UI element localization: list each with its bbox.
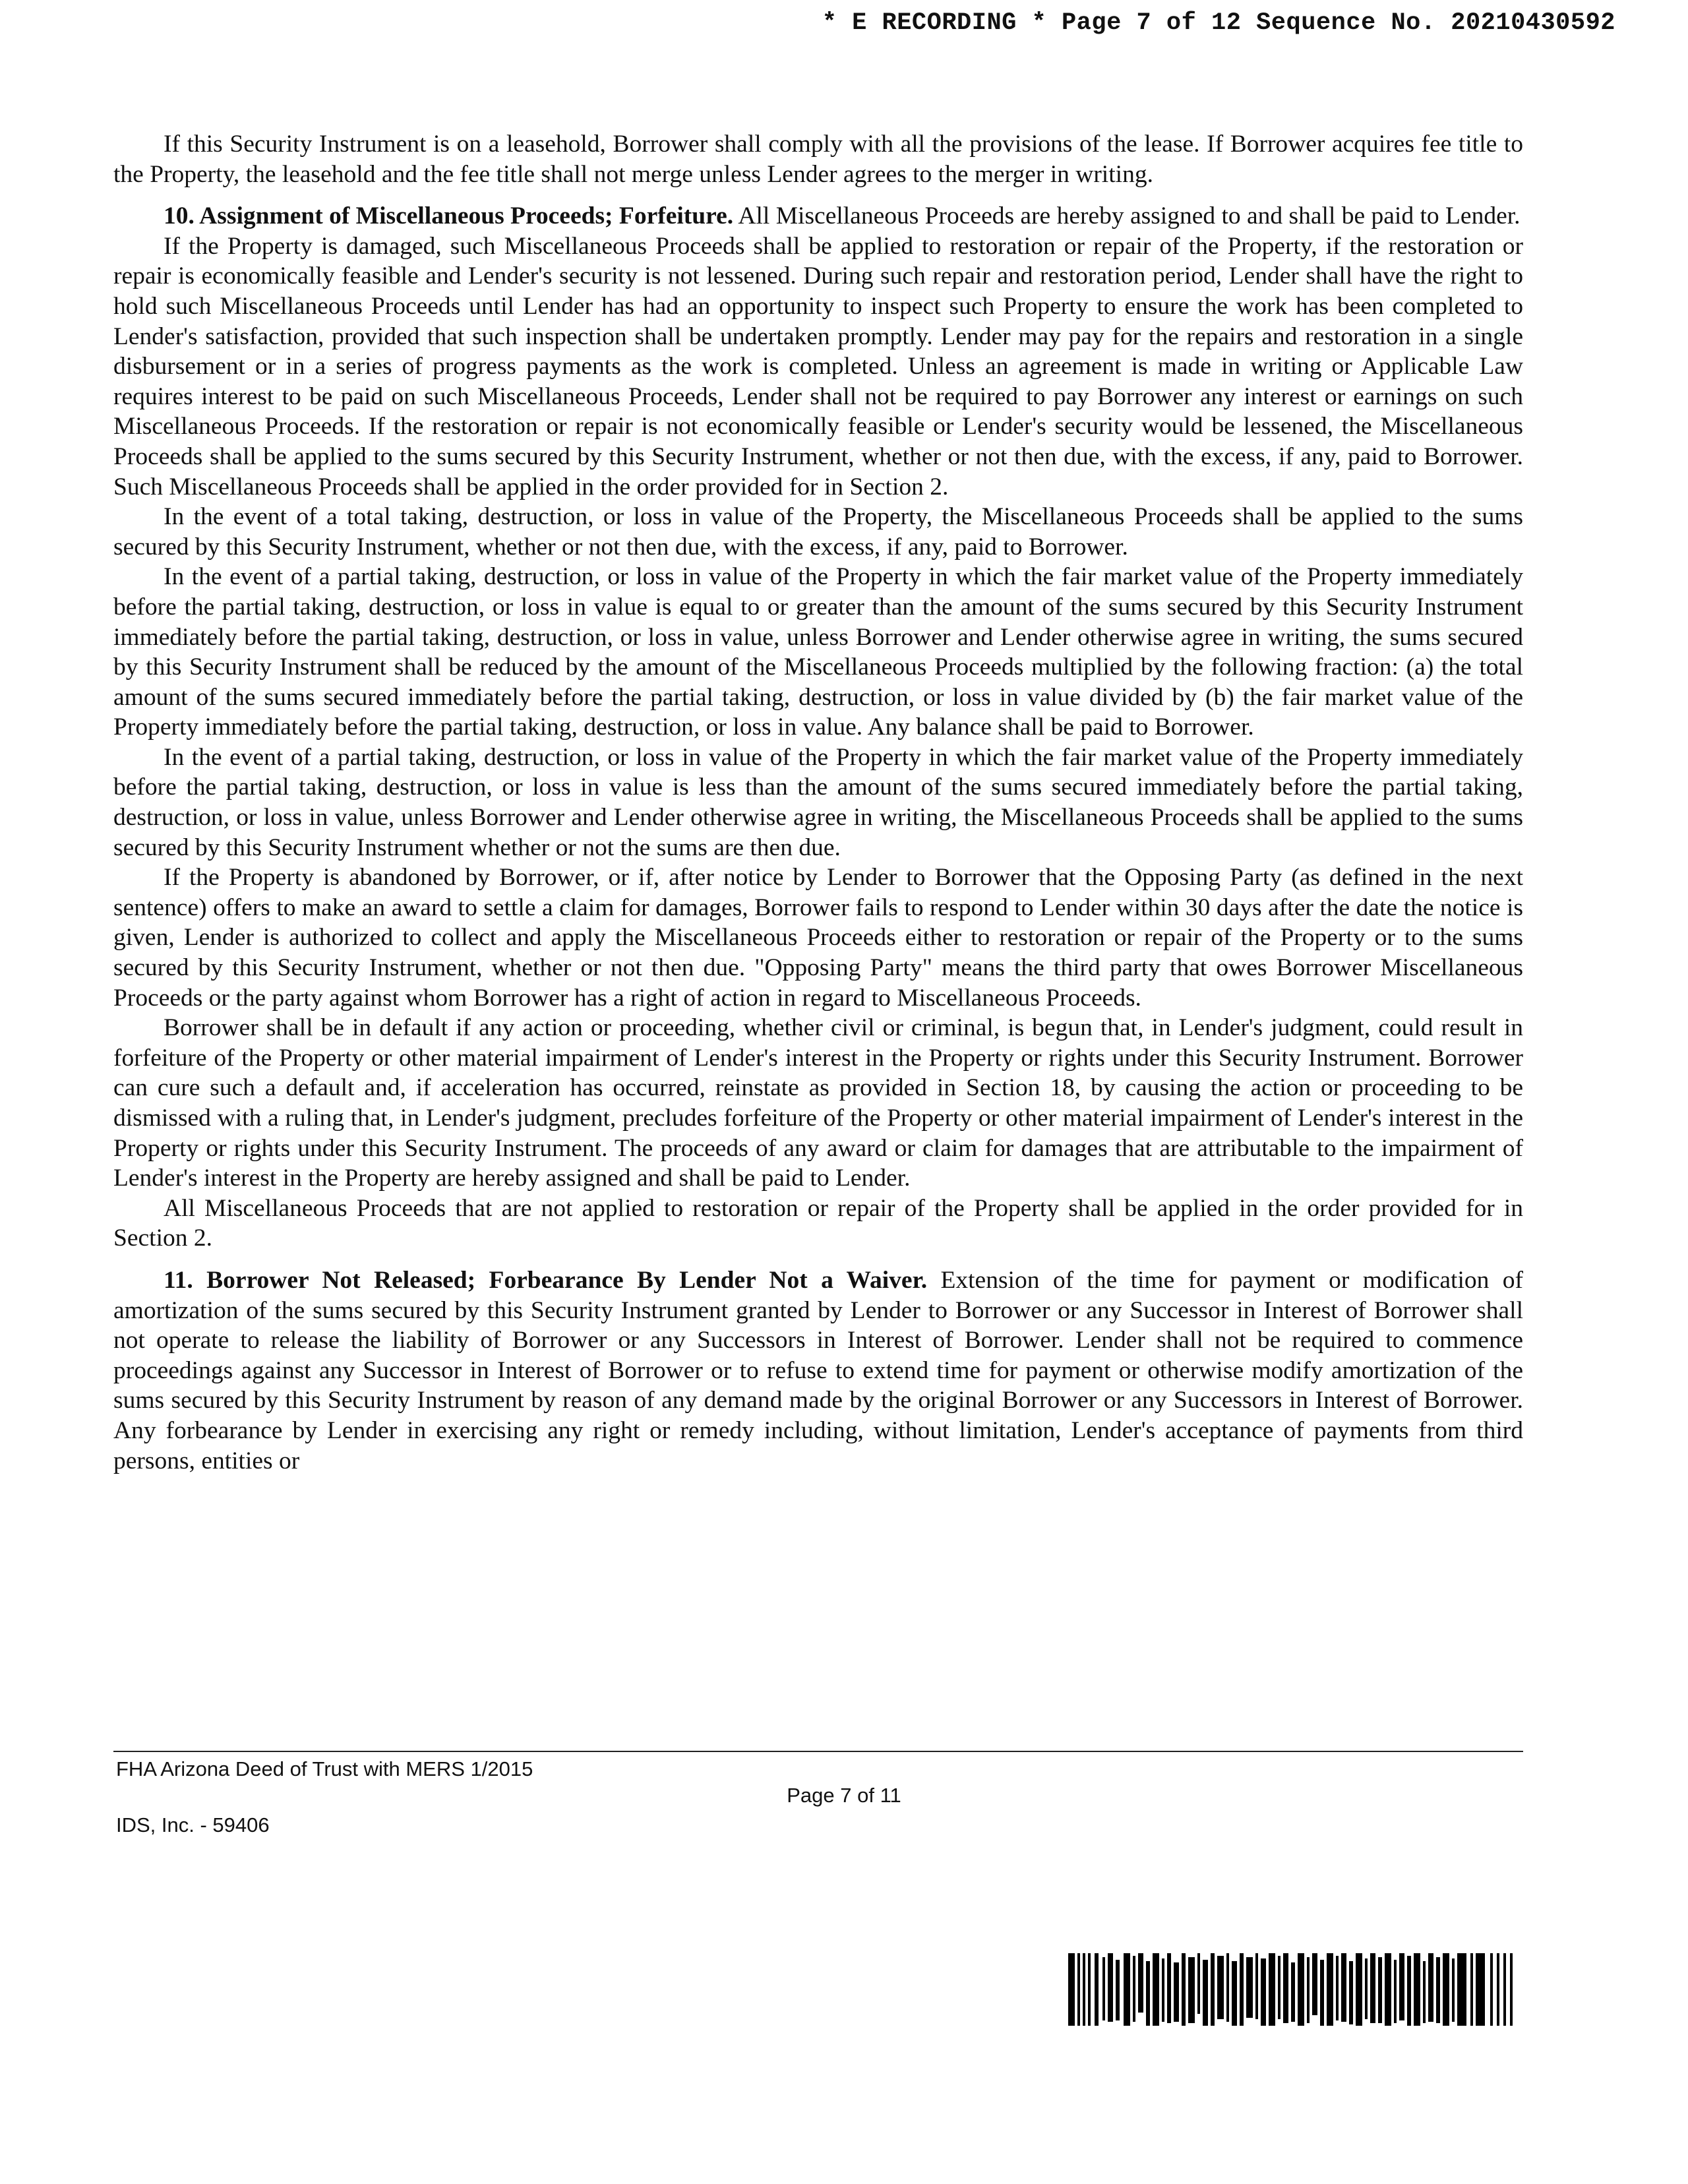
section-10-intro-text: All Miscellaneous Proceeds are hereby assigned to and shall be paid to Lender.: [733, 202, 1521, 230]
section-10-paragraph-total-taking: In the event of a total taking, destruction, or loss in value of the Property, the Miscellaneous Proceeds shall be applied to the sums secured by this Security Instrument, whether or not then due, with the excess, if any, paid to Borrower.: [113, 503, 1523, 561]
section-10-paragraph-order: All Miscellaneous Proceeds that are not applied to restoration or repair of the Property shall be applied in the order provided for in Section 2.: [113, 1194, 1523, 1252]
section-11-paragraph: [113, 1265, 1523, 1476]
section-10-paragraph-default: Borrower shall be in default if any action or proceeding, whether civil or criminal, is begun that, in Lender's judgment, could result in forfeiture of the Property or other material impairment of Lender's interest in the Property or rights under this Security Instrument. Borrower can cure such a default and, if acceleration has occurred, reinstate as provided in Section 18, by causing the action or proceeding to be dismissed with a ruling that, in Lender's judgment, precludes forfeiture of the Property or other material impairment of Lender's interest in the Property or rights under this Security Instrument. The proceeds of any award or claim for damages that are attributable to the impairment of Lender's interest in the Property are hereby assigned and shall be paid to Lender.: [113, 1014, 1523, 1192]
section-10-paragraph-partial-taking-greater: In the event of a partial taking, destruction, or loss in value of the Property in which the fair market value of the Property immediately before the partial taking, destruction, or loss in value is equal to or greater than the amount of the sums secured by this Security Instrument immediately before the partial taking, destruction, or loss in value, unless Borrower and Lender otherwise agree in writing, the sums secured by this Security Instrument shall be reduced by the amount of the Miscellaneous Proceeds multiplied by the following fraction: (a) the total amount of the sums secured immediately before the partial taking, destruction, or loss in value divided by (b) the fair market value of the Property immediately before the partial taking, destruction, or loss in value. Any balance shall be paid to Borrower.: [113, 563, 1523, 741]
leasehold-paragraph: If this Security Instrument is on a leasehold, Borrower shall comply with all the provisions of the lease. If Borrower acquires fee title to the Property, the leasehold and the fee title shall not merge unless Lender agrees to the merger in writing.: [113, 131, 1523, 188]
section-11-text: Extension of the time for payment or modification of amortization of the sums secured by this Security Instrument granted by Lender to Borrower or any Successor in Interest of Borrower shall not operate to release the liability of Borrower or any Successors in Interest of Borrower. Lender shall not be required to commence proceedings against any Successor in Interest of Borrower or to refuse to extend time for payment or otherwise modify amortization of the sums secured by this Security Instrument by reason of any demand made by the original Borrower or any Successors in Interest of Borrower. Any forbearance by Lender in exercising any right or remedy including, without limitation, Lender's acceptance of payments from third persons, entities or: [113, 1266, 1523, 1474]
barcode-icon: [1068, 1953, 1523, 2026]
footer-vendor: IDS, Inc. - 59406: [116, 1813, 270, 1836]
footer-page-number: Page 7 of 11: [787, 1784, 901, 1807]
recording-header: * E RECORDING * Page 7 of 12 Sequence No. 20210430592: [822, 9, 1615, 37]
footer-divider: [113, 1751, 1523, 1752]
document-body: [113, 129, 1523, 1476]
section-10-paragraph-abandoned: If the Property is abandoned by Borrower, or if, after notice by Lender to Borrower that the Opposing Party (as defined in the next sentence) offers to make an award to settle a claim for damages, Borrower fails to respond to Lender within 30 days after the date the notice is given, Lender is authorized to collect and apply the Miscellaneous Proceeds either to restoration or repair of the Property or to the sums secured by this Security Instrument, whether or not then due. "Opposing Party" means the third party that owes Borrower Miscellaneous Proceeds or the party against whom Borrower has a right of action in regard to Miscellaneous Proceeds.: [113, 864, 1523, 1012]
section-10-intro: [113, 201, 1523, 231]
section-11-heading: 11. Borrower Not Released; Forbearance By Lender Not a Waiver.: [164, 1266, 928, 1294]
section-10-paragraph-partial-taking-less: In the event of a partial taking, destruction, or loss in value of the Property in which the fair market value of the Property immediately before the partial taking, destruction, or loss in value is less than the amount of the sums secured immediately before the partial taking, destruction, or loss in value, unless Borrower and Lender otherwise agree in writing, the Miscellaneous Proceeds shall be applied to the sums secured by this Security Instrument whether or not the sums are then due.: [113, 743, 1523, 861]
section-10-paragraph-damage: If the Property is damaged, such Miscellaneous Proceeds shall be applied to restoration or repair of the Property, if the restoration or repair is economically feasible and Lender's security is not lessened. During such repair and restoration period, Lender shall have the right to hold such Miscellaneous Proceeds until Lender has had an opportunity to inspect such Property to ensure the work has been completed to Lender's satisfaction, provided that such inspection shall be undertaken promptly. Lender may pay for the repairs and restoration in a single disbursement or in a series of progress payments as the work is completed. Unless an agreement is made in writing or Applicable Law requires interest to be paid on such Miscellaneous Proceeds, Lender shall not be required to pay Borrower any interest or earnings on such Miscellaneous Proceeds. If the restoration or repair is not economically feasible or Lender's security would be lessened, the Miscellaneous Proceeds shall be applied to the sums secured by this Security Instrument, whether or not then due, with the excess, if any, paid to Borrower. Such Miscellaneous Proceeds shall be applied in the order provided for in Section 2.: [113, 232, 1523, 501]
section-10-heading: 10. Assignment of Miscellaneous Proceeds; Forfeiture.: [164, 202, 734, 230]
footer-form-name: FHA Arizona Deed of Trust with MERS 1/2015: [116, 1757, 533, 1780]
